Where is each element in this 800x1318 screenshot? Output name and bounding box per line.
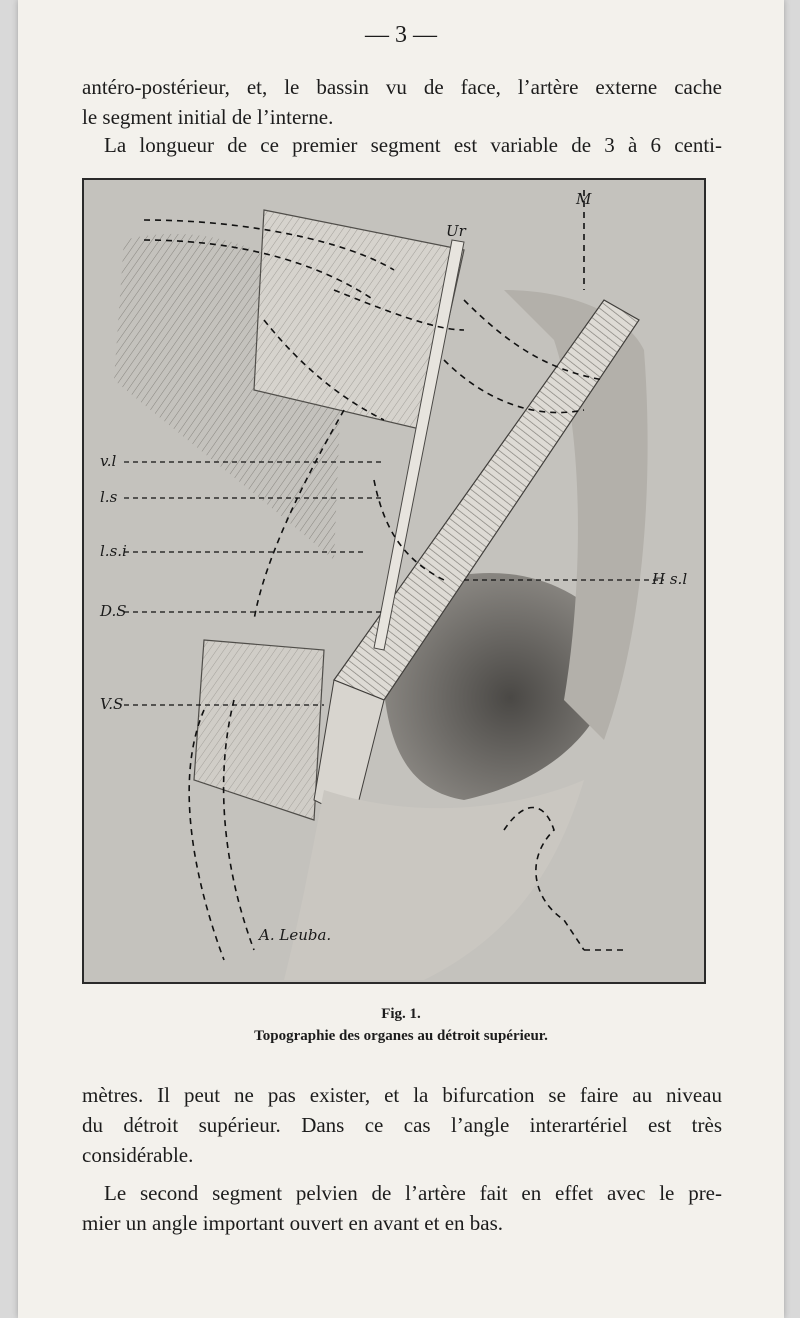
paragraph-line: le segment initial de l’interne. bbox=[82, 105, 334, 129]
label-ls: l.s bbox=[100, 488, 118, 506]
figure-number: Fig. 1. bbox=[381, 1006, 421, 1022]
paragraph-3 bbox=[82, 1080, 722, 1170]
label-lsi: l.s.i bbox=[100, 542, 127, 560]
paragraph-line: Le second segment pelvien de l’artère fait en effet avec le pre- bbox=[104, 1181, 722, 1205]
paragraph-line: considérable. bbox=[82, 1143, 194, 1167]
paragraph-line: mètres. Il peut ne pas exister, et la bifurcation se faire au niveau bbox=[82, 1083, 722, 1107]
paragraph-line: du détroit supérieur. Dans ce cas l’angle interartériel est très bbox=[82, 1113, 722, 1137]
page-number: — 3 — bbox=[365, 22, 437, 48]
paragraph-1 bbox=[82, 72, 722, 132]
paragraph-line: antéro-postérieur, et, le bassin vu de face, l’artère externe cache bbox=[82, 75, 722, 99]
book-page bbox=[18, 0, 784, 1318]
anatomical-figure bbox=[82, 178, 706, 984]
paragraph-line: La longueur de ce premier segment est variable de 3 à 6 centi- bbox=[104, 133, 722, 157]
artist-signature: A. Leuba. bbox=[259, 926, 332, 944]
label-ds: D.S bbox=[100, 602, 127, 620]
label-vs: V.S bbox=[100, 695, 124, 713]
label-vl: v.l bbox=[100, 452, 117, 470]
paragraph-2 bbox=[82, 130, 722, 160]
label-hsl: H s.l bbox=[652, 570, 688, 588]
label-m: M bbox=[576, 190, 592, 208]
paragraph-line: mier un angle important ouvert en avant et en bas. bbox=[82, 1211, 504, 1235]
paragraph-4 bbox=[82, 1178, 722, 1238]
figure-caption: Topographie des organes au détroit supérieur. bbox=[254, 1028, 548, 1044]
label-ur: Ur bbox=[446, 222, 466, 240]
figure-illustration bbox=[84, 180, 704, 982]
